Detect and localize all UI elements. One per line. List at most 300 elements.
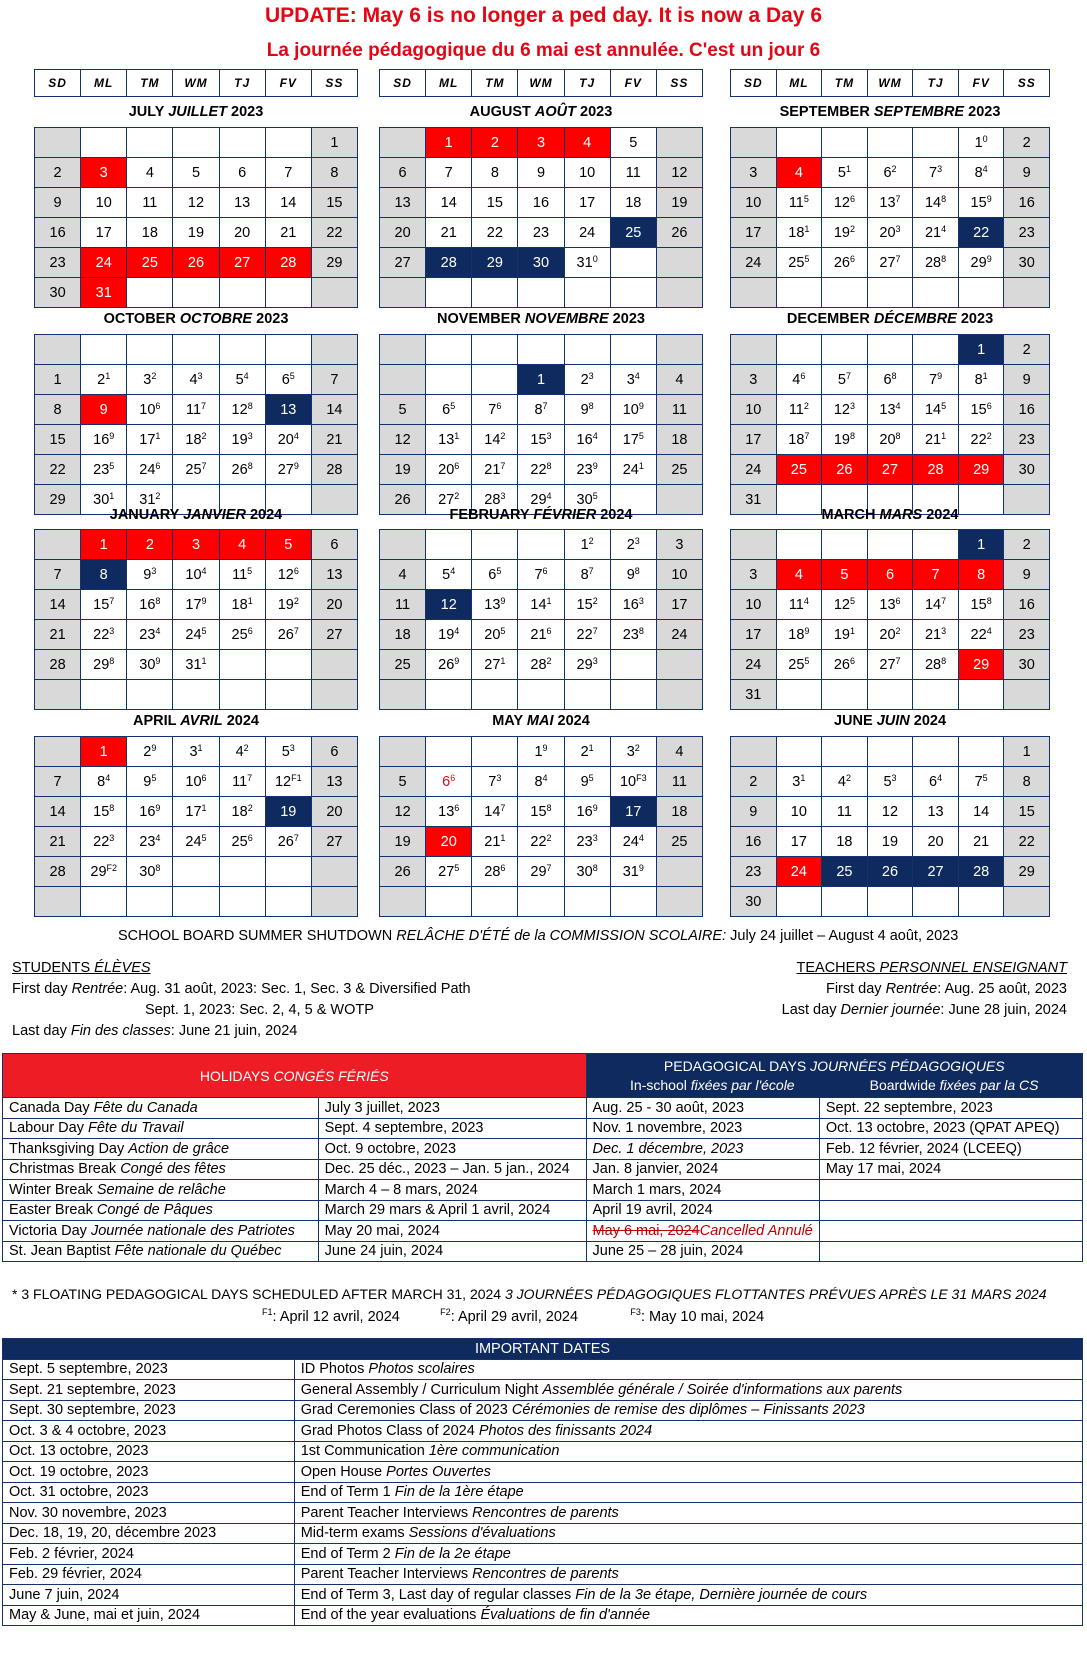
day-cell bbox=[472, 680, 517, 709]
day-cell: 26 $^7$ bbox=[266, 620, 311, 649]
important-event: ID Photos Photos scolaires bbox=[294, 1359, 1082, 1380]
day-cell bbox=[35, 128, 80, 157]
day-cell: 10 bbox=[81, 188, 126, 217]
month-grid bbox=[34, 334, 358, 515]
day-cell: 2 bbox=[1004, 335, 1049, 364]
day-cell: 13 bbox=[266, 395, 311, 424]
important-event: General Assembly / Curriculum Night Assemblée générale / Soirée d'informations aux parents bbox=[294, 1380, 1082, 1401]
day-cell: 16 bbox=[518, 188, 563, 217]
day-cell: 21 $^4$ bbox=[913, 218, 958, 247]
day-cell: 29 $^7$ bbox=[518, 857, 563, 886]
weekday-label: SD bbox=[35, 70, 81, 96]
day-cell bbox=[380, 737, 425, 766]
students-last-day: Last day Fin des classes: June 21 juin, 2024 bbox=[12, 1023, 298, 1039]
day-cell: 2 bbox=[472, 128, 517, 157]
day-cell: 26 bbox=[868, 857, 913, 886]
day-cell: 16 bbox=[1004, 188, 1049, 217]
day-cell: 17 $^5$ bbox=[611, 425, 656, 454]
day-cell: 15 bbox=[35, 425, 80, 454]
day-cell: 17 bbox=[731, 218, 776, 247]
day-cell: 26 bbox=[380, 485, 425, 514]
day-cell bbox=[81, 887, 126, 916]
day-cell bbox=[81, 680, 126, 709]
day-cell: 9 bbox=[1004, 365, 1049, 394]
day-cell bbox=[312, 680, 357, 709]
day-cell: 27 $^5$ bbox=[426, 857, 471, 886]
day-cell: 30 $^8$ bbox=[127, 857, 172, 886]
day-cell bbox=[426, 278, 471, 307]
day-cell bbox=[518, 680, 563, 709]
floating-days-note: * 3 FLOATING PEDAGOGICAL DAYS SCHEDULED AFTER MARCH 31, 2024 3 JOURNÉES PÉDAGOGIQUES FLOTTANTES PRÉVUES APRÈS LE 31 MARS 2024 bbox=[12, 1286, 1047, 1302]
important-date: June 7 juin, 2024 bbox=[3, 1585, 295, 1606]
day-cell: 26 $^6$ bbox=[822, 650, 867, 679]
day-cell: 6 bbox=[220, 158, 265, 187]
students-first-day-2: Sept. 1, 2023: Sec. 2, 4, 5 & WOTP bbox=[145, 1002, 374, 1018]
day-cell bbox=[959, 737, 1004, 766]
day-cell bbox=[777, 887, 822, 916]
day-cell: 8 bbox=[81, 560, 126, 589]
day-cell bbox=[127, 128, 172, 157]
day-cell: 9 bbox=[35, 188, 80, 217]
day-cell: 1 bbox=[1004, 737, 1049, 766]
weekday-label: ML bbox=[777, 70, 823, 96]
day-cell: 20 $^6$ bbox=[426, 455, 471, 484]
day-cell: 10 bbox=[565, 158, 610, 187]
day-cell: 17 bbox=[731, 425, 776, 454]
day-cell: 1 bbox=[81, 737, 126, 766]
day-cell: 8 bbox=[472, 158, 517, 187]
day-cell: 19 bbox=[868, 827, 913, 856]
day-cell bbox=[220, 887, 265, 916]
day-cell: 2 $^1$ bbox=[565, 737, 610, 766]
day-cell: 26 $^7$ bbox=[266, 827, 311, 856]
day-cell bbox=[611, 650, 656, 679]
update-subtitle: La journée pédagogique du 6 mai est annulée. C'est un jour 6 bbox=[266, 40, 821, 61]
ped-in-school: June 25 – 28 juin, 2024 bbox=[586, 1241, 819, 1262]
day-cell: 4 bbox=[657, 737, 702, 766]
day-cell bbox=[657, 248, 702, 277]
day-cell: 19 $^2$ bbox=[822, 218, 867, 247]
day-cell: 25 bbox=[611, 218, 656, 247]
day-cell bbox=[220, 680, 265, 709]
holiday-date: Oct. 9 octobre, 2023 bbox=[318, 1139, 586, 1160]
day-cell: 27 bbox=[868, 455, 913, 484]
day-cell: 25 bbox=[380, 650, 425, 679]
day-cell: 29 $^4$ bbox=[518, 485, 563, 514]
holidays-header: HOLIDAYS CONGÉS FÉRIÉS bbox=[3, 1054, 587, 1098]
day-cell: 20 bbox=[426, 827, 471, 856]
day-cell bbox=[173, 335, 218, 364]
important-date: Nov. 30 novembre, 2023 bbox=[3, 1503, 295, 1524]
day-cell: 25 bbox=[822, 857, 867, 886]
day-cell: 22 $^2$ bbox=[518, 827, 563, 856]
day-cell: 24 $^6$ bbox=[127, 455, 172, 484]
day-cell: 25 $^7$ bbox=[173, 455, 218, 484]
day-cell bbox=[868, 128, 913, 157]
day-cell: 10 $^6$ bbox=[173, 767, 218, 796]
day-cell: 16 bbox=[35, 218, 80, 247]
day-cell: 20 bbox=[312, 797, 357, 826]
day-cell bbox=[565, 680, 610, 709]
day-cell: 20 bbox=[380, 218, 425, 247]
weekday-label: TM bbox=[822, 70, 868, 96]
day-cell: 24 bbox=[731, 650, 776, 679]
day-cell bbox=[611, 278, 656, 307]
day-cell: 15 $^6$ bbox=[959, 395, 1004, 424]
ped-boardwide: Oct. 13 octobre, 2023 (QPAT APEQ) bbox=[819, 1118, 1082, 1139]
day-cell: 13 bbox=[312, 560, 357, 589]
ped-in-school: Nov. 1 novembre, 2023 bbox=[586, 1118, 819, 1139]
day-cell bbox=[657, 650, 702, 679]
day-cell: 13 $^6$ bbox=[426, 797, 471, 826]
day-cell: 18 $^1$ bbox=[777, 218, 822, 247]
day-cell: 30 bbox=[1004, 248, 1049, 277]
day-cell: 10 $^4$ bbox=[173, 560, 218, 589]
students-heading: STUDENTS ÉLÈVES bbox=[12, 960, 151, 976]
day-cell bbox=[312, 650, 357, 679]
day-cell: 15 $^8$ bbox=[959, 590, 1004, 619]
day-cell: 10 bbox=[731, 188, 776, 217]
month-grid bbox=[379, 736, 703, 917]
day-cell: 11 $^7$ bbox=[173, 395, 218, 424]
day-cell: 7 $^5$ bbox=[959, 767, 1004, 796]
day-cell bbox=[380, 887, 425, 916]
day-cell: 18 $^9$ bbox=[777, 620, 822, 649]
day-cell: 26 $^9$ bbox=[426, 650, 471, 679]
day-cell: 19 bbox=[380, 827, 425, 856]
day-cell bbox=[657, 278, 702, 307]
important-date: Feb. 2 février, 2024 bbox=[3, 1544, 295, 1565]
day-cell: 4 bbox=[565, 128, 610, 157]
day-cell: 8 $^4$ bbox=[959, 158, 1004, 187]
day-cell: 25 $^5$ bbox=[777, 650, 822, 679]
day-cell: 29 bbox=[312, 248, 357, 277]
day-cell: 22 $^8$ bbox=[518, 455, 563, 484]
day-cell bbox=[81, 335, 126, 364]
month-grid bbox=[730, 334, 1050, 515]
day-cell: 20 $^5$ bbox=[472, 620, 517, 649]
day-cell: 11 bbox=[822, 797, 867, 826]
day-cell bbox=[913, 278, 958, 307]
day-cell: 7 bbox=[426, 158, 471, 187]
day-cell bbox=[518, 278, 563, 307]
day-cell: 14 $^2$ bbox=[472, 425, 517, 454]
day-cell: 17 $^1$ bbox=[173, 797, 218, 826]
day-cell: 8 $^7$ bbox=[518, 395, 563, 424]
day-cell bbox=[127, 278, 172, 307]
day-cell bbox=[777, 278, 822, 307]
day-cell: 14 $^5$ bbox=[913, 395, 958, 424]
students-first-day: First day Rentrée: Aug. 31 août, 2023: Sec. 1, Sec. 3 & Diversified Path bbox=[12, 981, 471, 997]
day-cell: 24 bbox=[731, 455, 776, 484]
day-cell: 5 bbox=[380, 767, 425, 796]
holidays-ped-days-table bbox=[2, 1053, 1083, 1262]
important-event: 1st Communication 1ère communication bbox=[294, 1441, 1082, 1462]
ped-boardwide bbox=[819, 1241, 1082, 1262]
ped-boardwide: May 17 mai, 2024 bbox=[819, 1159, 1082, 1180]
important-date: Oct. 13 octobre, 2023 bbox=[3, 1441, 295, 1462]
weekday-header bbox=[730, 69, 1050, 97]
important-event: Grad Photos Class of 2024 Photos des finissants 2024 bbox=[294, 1421, 1082, 1442]
day-cell: 29 bbox=[959, 455, 1004, 484]
weekday-label: SS bbox=[670, 76, 689, 90]
day-cell: 15 $^7$ bbox=[81, 590, 126, 619]
month-title: JUNE JUIN 2024 bbox=[833, 713, 947, 729]
day-cell: 23 bbox=[731, 857, 776, 886]
day-cell: 9 $^8$ bbox=[565, 395, 610, 424]
day-cell: 3 bbox=[173, 530, 218, 559]
day-cell: 6 $^6$ bbox=[426, 767, 471, 796]
day-cell: 22 $^3$ bbox=[81, 620, 126, 649]
day-cell: 8 $^4$ bbox=[81, 767, 126, 796]
day-cell: 9 bbox=[1004, 158, 1049, 187]
day-cell bbox=[35, 335, 80, 364]
day-cell: 26 bbox=[173, 248, 218, 277]
day-cell bbox=[380, 335, 425, 364]
day-cell: 5 bbox=[266, 530, 311, 559]
day-cell bbox=[266, 680, 311, 709]
day-cell: 12 bbox=[426, 590, 471, 619]
day-cell: 4 bbox=[777, 560, 822, 589]
day-cell bbox=[426, 365, 471, 394]
holiday-name: Labour Day Fête du Travail bbox=[3, 1118, 319, 1139]
day-cell: 4 $^6$ bbox=[777, 365, 822, 394]
month-title: JULY JUILLET 2023 bbox=[128, 104, 264, 120]
important-date: Oct. 3 & 4 octobre, 2023 bbox=[3, 1421, 295, 1442]
day-cell: 24 $^1$ bbox=[611, 455, 656, 484]
day-cell bbox=[220, 335, 265, 364]
month-grid bbox=[379, 127, 703, 308]
day-cell bbox=[731, 128, 776, 157]
day-cell: 2 $^3$ bbox=[611, 530, 656, 559]
day-cell bbox=[868, 887, 913, 916]
day-cell: 1 bbox=[959, 335, 1004, 364]
day-cell bbox=[777, 128, 822, 157]
month-grid bbox=[34, 127, 358, 308]
day-cell: 30 bbox=[731, 887, 776, 916]
day-cell: 28 bbox=[312, 455, 357, 484]
day-cell: 2 $^1$ bbox=[81, 365, 126, 394]
day-cell: 8 $^1$ bbox=[959, 365, 1004, 394]
day-cell: 20 $^3$ bbox=[868, 218, 913, 247]
day-cell bbox=[777, 737, 822, 766]
day-cell: 13 bbox=[380, 188, 425, 217]
day-cell: 28 bbox=[266, 248, 311, 277]
holiday-name: Christmas Break Congé des fêtes bbox=[3, 1159, 319, 1180]
day-cell: 18 $^2$ bbox=[220, 797, 265, 826]
day-cell: 24 $^4$ bbox=[611, 827, 656, 856]
day-cell: 20 bbox=[220, 218, 265, 247]
teachers-last-day: Last day Dernier journée: June 28 juin, 2024 bbox=[781, 1002, 1067, 1018]
day-cell: 28 $^8$ bbox=[913, 650, 958, 679]
day-cell: 31 $^1$ bbox=[173, 650, 218, 679]
teachers-heading: TEACHERS PERSONNEL ENSEIGNANT bbox=[796, 960, 1067, 976]
day-cell: 23 bbox=[1004, 425, 1049, 454]
day-cell bbox=[81, 128, 126, 157]
day-cell bbox=[657, 857, 702, 886]
day-cell: 24 bbox=[777, 857, 822, 886]
day-cell: 29 $^8$ bbox=[81, 650, 126, 679]
month-title: AUGUST AOÛT 2023 bbox=[469, 104, 613, 120]
day-cell: 20 $^2$ bbox=[868, 620, 913, 649]
day-cell bbox=[959, 887, 1004, 916]
day-cell bbox=[266, 335, 311, 364]
day-cell bbox=[611, 680, 656, 709]
day-cell: 23 $^9$ bbox=[565, 455, 610, 484]
day-cell: 8 $^4$ bbox=[518, 767, 563, 796]
important-date: Oct. 31 octobre, 2023 bbox=[3, 1482, 295, 1503]
day-cell: 3 bbox=[731, 560, 776, 589]
ped-in-school: Jan. 8 janvier, 2024 bbox=[586, 1159, 819, 1180]
day-cell: 29 bbox=[472, 248, 517, 277]
day-cell: 19 $^1$ bbox=[822, 620, 867, 649]
day-cell: 2 bbox=[1004, 530, 1049, 559]
day-cell: 14 bbox=[426, 188, 471, 217]
day-cell: 22 $^3$ bbox=[81, 827, 126, 856]
day-cell: 10 bbox=[657, 560, 702, 589]
day-cell: 28 bbox=[35, 857, 80, 886]
day-cell: 19 $^3$ bbox=[220, 425, 265, 454]
day-cell bbox=[913, 128, 958, 157]
day-cell: 1 $^9$ bbox=[518, 737, 563, 766]
day-cell: 30 $^5$ bbox=[565, 485, 610, 514]
day-cell: 3 $^2$ bbox=[127, 365, 172, 394]
weekday-header bbox=[379, 69, 703, 97]
day-cell: 30 bbox=[518, 248, 563, 277]
month-title: APRIL AVRIL 2024 bbox=[132, 713, 259, 729]
day-cell bbox=[822, 887, 867, 916]
day-cell bbox=[266, 857, 311, 886]
day-cell: 5 $^1$ bbox=[822, 158, 867, 187]
day-cell: 28 bbox=[35, 650, 80, 679]
day-cell: 30 $^8$ bbox=[565, 857, 610, 886]
month-title: FEBRUARY FÉVRIER 2024 bbox=[449, 507, 633, 523]
day-cell: 13 $^7$ bbox=[868, 188, 913, 217]
day-cell bbox=[959, 680, 1004, 709]
day-cell: 18 bbox=[657, 797, 702, 826]
weekday-label: SS bbox=[325, 76, 344, 90]
day-cell: 11 bbox=[657, 767, 702, 796]
day-cell: 27 $^7$ bbox=[868, 650, 913, 679]
day-cell: 11 $^2$ bbox=[777, 395, 822, 424]
day-cell: 5 $^4$ bbox=[426, 560, 471, 589]
day-cell: 17 $^9$ bbox=[173, 590, 218, 619]
day-cell bbox=[1004, 680, 1049, 709]
day-cell: 14 $^7$ bbox=[913, 590, 958, 619]
day-cell bbox=[127, 335, 172, 364]
day-cell: 27 $^9$ bbox=[266, 455, 311, 484]
day-cell: 30 bbox=[1004, 455, 1049, 484]
important-event: End of the year evaluations Évaluations de fin d'année bbox=[294, 1605, 1082, 1626]
day-cell: 11 bbox=[611, 158, 656, 187]
day-cell bbox=[913, 530, 958, 559]
day-cell: 27 bbox=[220, 248, 265, 277]
day-cell bbox=[657, 680, 702, 709]
day-cell: 14 $^8$ bbox=[913, 188, 958, 217]
weekday-label: SS bbox=[1017, 76, 1036, 90]
day-cell: 1 bbox=[426, 128, 471, 157]
day-cell: 15 $^2$ bbox=[565, 590, 610, 619]
day-cell: 14 $^1$ bbox=[518, 590, 563, 619]
day-cell: 2 $^9$ bbox=[127, 737, 172, 766]
important-dates-table bbox=[2, 1338, 1083, 1626]
day-cell: 25 $^5$ bbox=[777, 248, 822, 277]
day-cell: 9 $^3$ bbox=[127, 560, 172, 589]
day-cell bbox=[312, 857, 357, 886]
day-cell bbox=[913, 335, 958, 364]
day-cell: 3 $^1$ bbox=[173, 737, 218, 766]
day-cell: 2 bbox=[35, 158, 80, 187]
day-cell: 4 bbox=[777, 158, 822, 187]
day-cell: 17 bbox=[731, 620, 776, 649]
day-cell: 4 bbox=[380, 560, 425, 589]
day-cell: 17 bbox=[81, 218, 126, 247]
day-cell bbox=[426, 680, 471, 709]
day-cell: 7 bbox=[913, 560, 958, 589]
day-cell: 23 bbox=[518, 218, 563, 247]
month-title: JANUARY JANVIER 2024 bbox=[109, 507, 283, 523]
day-cell: 13 bbox=[312, 767, 357, 796]
day-cell: 18 bbox=[611, 188, 656, 217]
day-cell: 13 $^9$ bbox=[472, 590, 517, 619]
day-cell bbox=[822, 335, 867, 364]
holiday-date: June 24 juin, 2024 bbox=[318, 1241, 586, 1262]
day-cell: 7 bbox=[35, 767, 80, 796]
day-cell: 10 bbox=[777, 797, 822, 826]
month-title: NOVEMBER NOVEMBRE 2023 bbox=[437, 311, 645, 327]
day-cell: 26 $^6$ bbox=[822, 248, 867, 277]
weekday-label: SD bbox=[731, 70, 777, 96]
day-cell bbox=[472, 887, 517, 916]
month-title: SEPTEMBER SEPTEMBRE 2023 bbox=[779, 104, 1001, 120]
day-cell: 23 $^4$ bbox=[127, 620, 172, 649]
important-date: May & June, mai et juin, 2024 bbox=[3, 1605, 295, 1626]
day-cell: 29 bbox=[959, 650, 1004, 679]
day-cell bbox=[777, 335, 822, 364]
day-cell bbox=[913, 887, 958, 916]
day-cell: 29 $^3$ bbox=[565, 650, 610, 679]
day-cell bbox=[266, 128, 311, 157]
day-cell: 17 bbox=[565, 188, 610, 217]
day-cell: 28 $^8$ bbox=[913, 248, 958, 277]
day-cell: 6 $^5$ bbox=[426, 395, 471, 424]
holiday-name: Winter Break Semaine de relâche bbox=[3, 1180, 319, 1201]
day-cell: 12 bbox=[868, 797, 913, 826]
day-cell: 24 $^5$ bbox=[173, 620, 218, 649]
day-cell bbox=[868, 335, 913, 364]
holiday-date: Sept. 4 septembre, 2023 bbox=[318, 1118, 586, 1139]
day-cell: 8 bbox=[1004, 767, 1049, 796]
day-cell bbox=[611, 887, 656, 916]
day-cell: 9 bbox=[1004, 560, 1049, 589]
day-cell bbox=[380, 365, 425, 394]
day-cell: 25 $^6$ bbox=[220, 827, 265, 856]
day-cell: 23 bbox=[35, 248, 80, 277]
day-cell: 21 bbox=[312, 425, 357, 454]
day-cell: 11 $^7$ bbox=[220, 767, 265, 796]
day-cell bbox=[35, 737, 80, 766]
day-cell: 1 bbox=[959, 530, 1004, 559]
day-cell: 13 $^1$ bbox=[426, 425, 471, 454]
day-cell: 19 bbox=[173, 218, 218, 247]
weekday-label: FV bbox=[266, 70, 312, 96]
day-cell: 10 bbox=[731, 395, 776, 424]
day-cell: 29 $^{F2}$ bbox=[81, 857, 126, 886]
month-title: OCTOBER OCTOBRE 2023 bbox=[103, 311, 289, 327]
month-title: MARCH MARS 2024 bbox=[821, 507, 959, 523]
month-grid bbox=[730, 127, 1050, 308]
day-cell: 31 bbox=[731, 485, 776, 514]
